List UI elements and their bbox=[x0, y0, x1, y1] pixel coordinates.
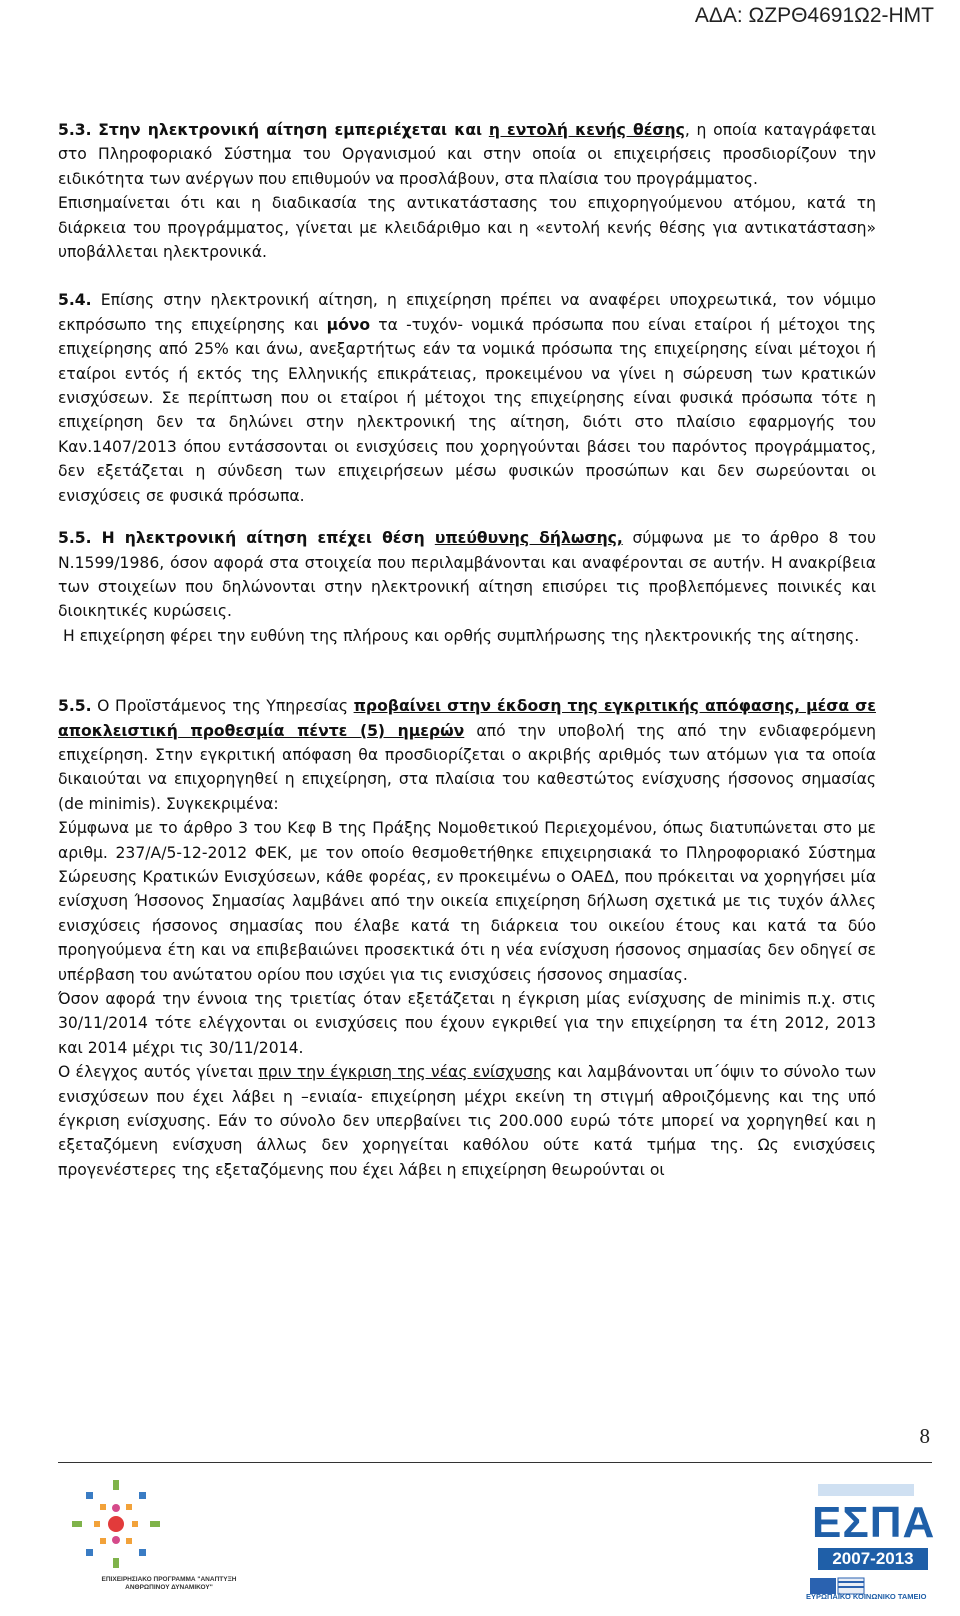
underlined-text: πριν την έγκριση της νέας ενίσχυσης bbox=[258, 1063, 553, 1082]
bold-text: Στην ηλεκτρονική αίτηση εμπεριέχεται και bbox=[98, 121, 483, 139]
operational-programme-text: ΕΠΙΧΕΙΡΗΣΙΑΚΟ ΠΡΟΓΡΑΜΜΑ "ΑΝΑΠΤΥΞΗ ΑΝΘΡΩΠΙΝΟΥ ΔΥΝΑΜΙΚΟΥ" bbox=[101, 1576, 237, 1591]
logo-square bbox=[113, 1480, 119, 1490]
espa-fund-text: ΕΥΡΩΠΑΪΚΟ ΚΟΙΝΩΝΙΚΟ ΤΑΜΕΙΟ bbox=[806, 1592, 927, 1601]
document-body bbox=[58, 118, 876, 1182]
control-paragraph bbox=[58, 1060, 876, 1182]
logo-square bbox=[132, 1521, 138, 1527]
logo-center bbox=[108, 1516, 124, 1532]
section-5-5-responsibility bbox=[58, 624, 876, 648]
underlined-bold-text: η εντολή κενής θέσης bbox=[488, 121, 685, 139]
footer-divider bbox=[58, 1462, 932, 1463]
section-number: 5.5. bbox=[58, 529, 92, 548]
logo-square bbox=[139, 1492, 146, 1499]
de-minimis-paragraph: Σύμφωνα με το άρθρο 3 του Κεφ Β της Πράξης Νομοθετικού Περιεχομένου, όπως διατυπώνεται στο με αριθμ. 237/Α/5-12-2012 ΦΕΚ, με τον οποίο θεσμοθετήθηκε επιχειρησιακά το Πληροφοριακό Σύστημα Σώρευσης Κρατικών Ενισχύσεων, κάθε φορέας, εν προκειμένω ο ΟΑΕΔ, που πρόκειται να χορηγήσει μία ενίσχυση Ήσσονος Σημασίας λαμβάνει από την οικεία επιχείρηση δήλωση σχετικά με τις τυχόν άλλες ενισχύσεις ήσσονος σημασίας που έλαβε κατά τη διάρκεια του οικείου έτους και κατά τα δύο προηγούμενα έτη και να επιβεβαιώνει προσεκτικά ότι η νέα ενίσχυση ήσσονος σημασίας δεν οδηγεί σε υπέρβαση του ανώτατου ορίου που ισχύει για τις ενισχύσεις ήσσονος σημασίας. bbox=[58, 819, 876, 984]
section-number: 5.3. bbox=[58, 121, 92, 139]
body-text: από την υποβολή της από την ενδιαφερόμενη επιχείρηση. Στην εγκριτική απόφαση θα προσδιορίζεται ο ακριβής αριθμός των ατόμων για τα οποία δικαιούται να επιχορηγηθεί η επιχείρηση, στα πλαίσια του καθεστώτος ενίσχυσης ήσσονος σημασίας (de minimis). Συγκεκριμένα: bbox=[58, 721, 877, 813]
body-text: Ο έλεγχος αυτός γίνεται bbox=[58, 1063, 259, 1082]
logo-square bbox=[86, 1549, 93, 1556]
logo-square bbox=[150, 1521, 160, 1527]
body-text: τα -τυχόν- νομικά πρόσωπα που είναι εταίροι ή μέτοχοι της επιχείρησης από 25% και άνω, ανεξαρτήτως εάν τα νομικά πρόσωπα της επιχείρησης είναι μέτοχοι ή εταίροι εντός ή εκτός της Ελληνικής επικράτειας, προκειμένου να γίνει η σώρευση των κρατικών ενισχύσεων. Σε περίπτωση που οι εταίροι ή μέτοχοι της επιχείρησης είναι φυσικά πρόσωπα τότε η επιχείρηση δεν τα δηλώνει στην ηλεκτρονική της αίτηση, διότι στο πλαίσιο εφαρμογής του Καν.1407/2013 όπου εντάσσονται οι ενισχύσεις που χορηγούνται βάσει του παρόντος προγράμματος, δεν εξετάζεται η σύνδεση των επιχειρήσεων μέσω φυσικών προσώπων και δεν σωρεύονται οι ενισχύσεις σε φυσικά πρόσωπα. bbox=[58, 315, 876, 505]
bold-text: Η ηλεκτρονική αίτηση επέχει θέση bbox=[91, 529, 435, 548]
section-number: 5.5. bbox=[58, 697, 92, 716]
triennium-paragraph: Όσον αφορά την έννοια της τριετίας όταν εξετάζεται η έγκριση μίας ενίσχυσης de minimis π.χ. στις 30/11/2014 τότε ελέγχονται οι ενισχύσεις που έχουν εγκριθεί για την επιχείρηση τα έτη 2012, 2013 και 2014 μέχρι τις 30/11/2014. bbox=[58, 990, 876, 1057]
espa-wordmark: ΕΣΠΑ bbox=[812, 1498, 936, 1547]
logo-square bbox=[100, 1504, 106, 1510]
underlined-bold-text: προβαίνει στην έκδοση της εγκριτικής απόφασης, μέσα σε αποκλειστική προθεσμία πέντε (5) ημερών bbox=[58, 697, 876, 740]
logo-dot bbox=[112, 1504, 120, 1512]
ada-code: ΑΔΑ: ΩΖΡΘ4691Ω2-ΗΜΤ bbox=[694, 4, 934, 27]
logo-dot bbox=[112, 1536, 120, 1544]
logo-square bbox=[139, 1549, 146, 1556]
logo-square bbox=[72, 1521, 82, 1527]
logo-square bbox=[126, 1504, 132, 1510]
underlined-bold-text: υπεύθυνης δήλωσης, bbox=[434, 529, 623, 548]
logo-square bbox=[100, 1538, 106, 1544]
body-text: και λαμβάνονται υπ΄όψιν το σύνολο των ενισχύσεων που έχει λάβει η –ενιαία- επιχείρηση μέχρι εκείνη τη στιγμή αθροιζόμενης και της υπό έγκριση ενίσχυσης. Εάν το σύνολο δεν υπερβαίνει τις 200.000 ευρώ τότε μπορεί να χορηγηθεί και η εξεταζόμενη ενίσχυση άλλως δεν χορηγείται καθόλου ούτε κατά τμήμα της. Ως ενισχύσεις προγενέστερες της εξεταζόμενης που έχει λάβει η επιχείρηση θεωρούνται οι bbox=[58, 1063, 876, 1179]
logo-square bbox=[94, 1521, 100, 1527]
logo-square bbox=[86, 1492, 93, 1499]
logo-band bbox=[818, 1484, 914, 1496]
section-5-4-paragraph bbox=[58, 288, 876, 508]
page-number: 8 bbox=[919, 1424, 930, 1448]
body-text: Ο Προϊστάμενος της Υπηρεσίας bbox=[91, 697, 354, 716]
body-text: Η επιχείρηση φέρει την ευθύνη της πλήρους και ορθής συμπλήρωσης της ηλεκτρονικής της αίτησης. bbox=[62, 626, 860, 645]
section-number: 5.4. bbox=[58, 291, 92, 310]
body-text: Επίσης στην ηλεκτρονική αίτηση, η επιχείρηση πρέπει να αναφέρει υποχρεωτικά, τον νόμιμο εκπρόσωπο της επιχείρησης και bbox=[58, 291, 876, 334]
body-text: σύμφωνα με το άρθρο 8 του Ν.1599/1986, όσον αφορά στα στοιχεία που περιλαμβάνονται και αναφέρονται σε αυτήν. Η ανακρίβεια των στοιχείων που δηλώνονται στην ηλεκτρονική αίτηση επισύρει τις προβλεπόμενες ποινικές και διοικητικές κυρώσεις. bbox=[58, 529, 876, 621]
body-text: , η οποία καταγράφεται στο Πληροφοριακό Σύστημα του Οργανισμού και στην οποία οι επιχειρήσεις προσδιορίζουν την ειδικότητα των ανέργων που επιθυμούν να προσλάβουν, στα πλαίσια του προγράμματος. bbox=[58, 121, 876, 188]
logo-square bbox=[113, 1558, 119, 1568]
bold-text: μόνο bbox=[326, 315, 371, 334]
section-5-3-note: Επισημαίνεται ότι και η διαδικασία της αντικατάστασης του επιχορηγούμενου ατόμου, κατά τη διάρκεια του προγράμματος, γίνεται με κλειδάριθμο και η «εντολή κενής θέσης για αντικατάσταση» υποβάλλεται ηλεκτρονικά. bbox=[58, 194, 876, 262]
section-5-5b-paragraph bbox=[58, 694, 876, 816]
section-5-5-paragraph bbox=[58, 526, 876, 624]
logo-square bbox=[126, 1538, 132, 1544]
section-5-3-paragraph bbox=[58, 118, 876, 191]
espa-years: 2007-2013 bbox=[818, 1548, 928, 1570]
